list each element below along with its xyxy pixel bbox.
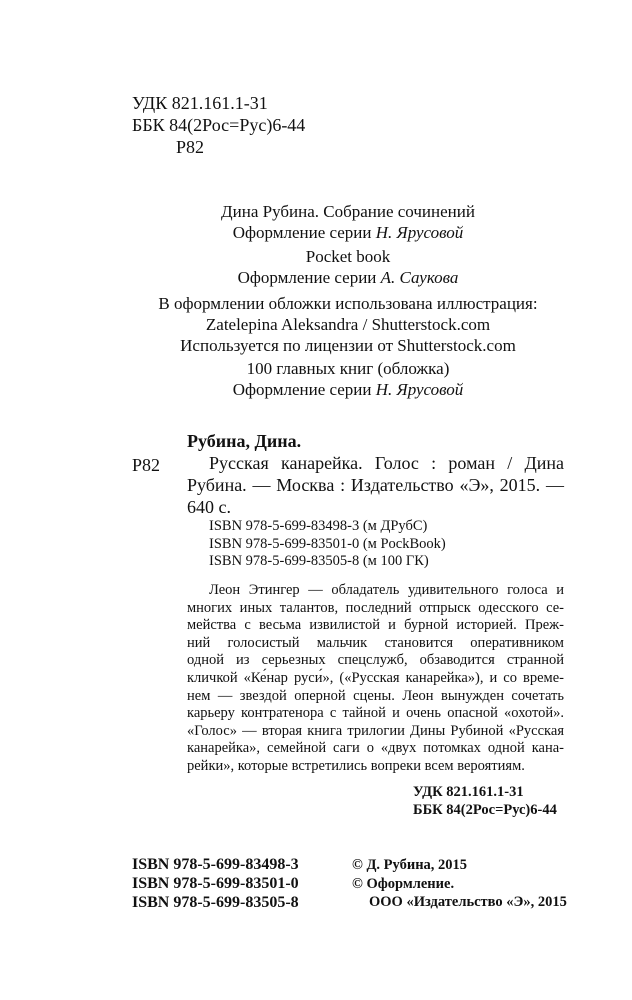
description-line: Рубина. — Москва : Издательство «Э», 2015. — xyxy=(187,475,564,495)
isbn-line: ISBN 978-5-699-83498-3 (м ДРубС) xyxy=(209,518,428,534)
series-title: 100 главных книг (обложка) xyxy=(246,359,450,378)
annotation-line: ний голосистый мальчик становится оперативником xyxy=(187,634,564,651)
annotation-line: Леон Этингер — обладатель удивительного голоса и xyxy=(209,582,564,598)
series-designer: Н. Ярусовой xyxy=(375,223,464,242)
license-note: Используется по лицензии от Shutterstock.com xyxy=(180,336,516,355)
series-credit-2 xyxy=(132,246,564,288)
series-title: Дина Рубина. Собрание сочинений xyxy=(221,202,475,221)
annotation-line: карьеру контратенора с тайной и очень опасной «охотой». xyxy=(187,705,564,722)
isbn-number: ISBN 978-5-699-83505-8 xyxy=(132,894,299,911)
series-design-label: Оформление серии xyxy=(232,223,376,242)
series-design xyxy=(132,222,564,243)
author-mark: Р82 xyxy=(176,137,205,157)
catalog-isbn-list xyxy=(209,518,446,571)
copyright-author: © Д. Рубина, 2015 xyxy=(352,857,468,873)
catalog-mark: Р82 xyxy=(132,455,161,475)
illustration-author: Zatelepina Aleksandra / Shutterstock.com xyxy=(205,315,491,334)
series-credit-3 xyxy=(132,358,564,400)
series-design xyxy=(132,379,564,400)
annotation xyxy=(187,582,564,776)
copyright-block xyxy=(352,856,567,912)
series-design-label: Оформление серии xyxy=(237,268,381,287)
isbn-line: ISBN 978-5-699-83505-8 (м 100 ГК) xyxy=(209,553,429,570)
series-designer: Н. Ярусовой xyxy=(375,380,464,399)
annotation-line: «Голос» — вторая книга трилогии Дины Рубиной «Русская xyxy=(187,722,564,739)
annotation-line: одной из серьезных спецслужб, обзаводится странной xyxy=(187,652,564,669)
annotation-line: нем — звездой оперной сцены. Леон вынужден сочетать xyxy=(187,687,564,704)
description-line: Русская канарейка. Голос : роман / Дина xyxy=(209,453,564,473)
series-designer: А. Саукова xyxy=(380,268,459,287)
series-design xyxy=(132,267,564,288)
series-title: Pocket book xyxy=(305,247,391,266)
bbk-code: ББК 84(2Рос=Рус)6-44 xyxy=(132,115,306,135)
copyright-design: © Оформление. xyxy=(352,875,455,892)
isbn-number: ISBN 978-5-699-83498-3 xyxy=(132,856,299,873)
series-credit-1 xyxy=(132,201,564,243)
description-line: 640 с. xyxy=(187,497,231,517)
annotation-line: мейства с весьма извилистой и бурной историей. Преж- xyxy=(187,617,564,634)
illustration-note: В оформлении обложки использована иллюстрация: xyxy=(158,294,538,313)
footer-udk: УДК 821.161.1-31 xyxy=(413,784,524,800)
isbn-number: ISBN 978-5-699-83501-0 xyxy=(132,875,299,892)
illustration-credit xyxy=(132,293,564,356)
isbn-block xyxy=(132,855,299,912)
catalog-description xyxy=(187,452,564,518)
annotation-line: многих иных талантов, последний отпрыск одесского се- xyxy=(187,599,564,616)
catalog-author: Рубина, Дина. xyxy=(187,431,302,451)
udk-code: УДК 821.161.1-31 xyxy=(132,93,268,113)
annotation-line: кличкой «Ке́нар руси́», («Русская канарейка»), и со време- xyxy=(187,669,564,686)
annotation-line: канарейка», семейной саги о «двух потомках одной кана- xyxy=(187,740,564,757)
annotation-line: рейки», которые встретились вопреки всем вероятиям. xyxy=(187,757,525,774)
footer-bbk: ББК 84(2Рос=Рус)6-44 xyxy=(413,801,557,818)
isbn-line: ISBN 978-5-699-83501-0 (м PockBook) xyxy=(209,535,446,552)
footer-classification xyxy=(413,784,557,819)
copyright-publisher: ООО «Издательство «Э», 2015 xyxy=(369,894,567,910)
series-design-label: Оформление серии xyxy=(232,380,376,399)
